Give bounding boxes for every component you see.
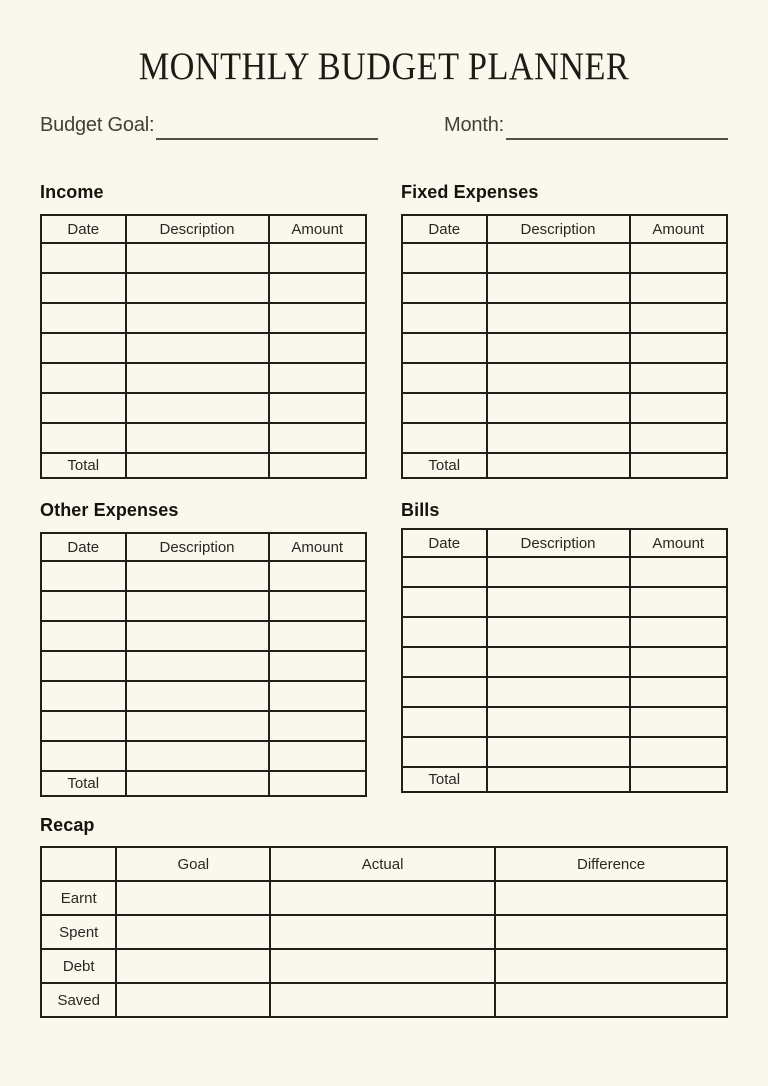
entry-cell — [630, 243, 728, 273]
section-fixed-expenses — [401, 182, 728, 479]
entry-cell — [487, 423, 630, 453]
entry-cell — [402, 393, 487, 423]
date-column-header: Date — [402, 215, 487, 243]
entry-cell — [402, 587, 487, 617]
recap-entry-cell — [270, 915, 495, 949]
entry-cell — [630, 677, 728, 707]
fixed-expenses-table — [401, 214, 728, 479]
entry-row — [402, 303, 727, 333]
header-row — [402, 529, 727, 557]
recap-entry-cell — [495, 983, 727, 1017]
entry-cell — [126, 591, 269, 621]
entry-cell — [630, 587, 728, 617]
amount-column-header: Amount — [269, 533, 367, 561]
entry-cell — [41, 681, 126, 711]
total-entry-cell — [630, 767, 728, 792]
entry-row — [41, 273, 366, 303]
recap-table — [40, 846, 728, 1018]
header-row — [41, 847, 727, 881]
entry-row — [402, 393, 727, 423]
entry-cell — [487, 647, 630, 677]
income-table — [40, 214, 367, 479]
total-entry-cell — [487, 767, 630, 792]
entry-cell — [402, 737, 487, 767]
recap-entry-cell — [495, 881, 727, 915]
date-column-header: Date — [41, 215, 126, 243]
entry-row — [402, 423, 727, 453]
entry-cell — [41, 243, 126, 273]
entry-row — [41, 333, 366, 363]
total-label-cell: Total — [41, 771, 126, 796]
entry-row — [41, 621, 366, 651]
entry-cell — [402, 557, 487, 587]
ledger-sections — [40, 182, 728, 797]
total-entry-cell — [269, 771, 367, 796]
entry-cell — [126, 711, 269, 741]
budget-goal-field — [40, 114, 378, 136]
entry-row — [41, 681, 366, 711]
entry-row — [41, 243, 366, 273]
recap-corner-cell — [41, 847, 116, 881]
entry-cell — [487, 333, 630, 363]
entry-cell — [402, 423, 487, 453]
entry-row — [41, 393, 366, 423]
entry-cell — [630, 423, 728, 453]
entry-cell — [269, 681, 367, 711]
description-column-header: Description — [126, 215, 269, 243]
entry-cell — [487, 557, 630, 587]
entry-row — [41, 711, 366, 741]
total-label-cell: Total — [41, 453, 126, 478]
amount-column-header: Amount — [269, 215, 367, 243]
entry-cell — [126, 303, 269, 333]
recap-entry-cell — [116, 915, 270, 949]
entry-cell — [269, 621, 367, 651]
entry-row — [41, 651, 366, 681]
recap-row-spent — [41, 915, 727, 949]
total-entry-cell — [269, 453, 367, 478]
entry-cell — [487, 707, 630, 737]
entry-cell — [269, 423, 367, 453]
header-row — [41, 215, 366, 243]
entry-cell — [41, 363, 126, 393]
entry-cell — [41, 621, 126, 651]
entry-cell — [269, 711, 367, 741]
recap-entry-cell — [495, 949, 727, 983]
header-fields — [40, 114, 728, 136]
entry-row — [41, 423, 366, 453]
entry-cell — [126, 363, 269, 393]
entry-cell — [41, 303, 126, 333]
entry-cell — [126, 423, 269, 453]
entry-cell — [41, 651, 126, 681]
recap-entry-cell — [270, 949, 495, 983]
month-label: Month: — [444, 114, 504, 136]
fixed-expenses-title: Fixed Expenses — [401, 182, 539, 202]
entry-cell — [402, 677, 487, 707]
entry-cell — [269, 741, 367, 771]
entry-cell — [630, 737, 728, 767]
recap-entry-cell — [270, 983, 495, 1017]
description-column-header: Description — [487, 215, 630, 243]
entry-cell — [402, 617, 487, 647]
entry-cell — [269, 393, 367, 423]
total-label-cell: Total — [402, 453, 487, 478]
entry-cell — [126, 243, 269, 273]
section-income — [40, 182, 367, 479]
entry-cell — [41, 711, 126, 741]
other-expenses-title: Other Expenses — [40, 500, 179, 520]
entry-cell — [402, 273, 487, 303]
header-row — [402, 215, 727, 243]
entry-row — [402, 617, 727, 647]
recap-row-saved — [41, 983, 727, 1017]
total-entry-cell — [487, 453, 630, 478]
entry-row — [41, 591, 366, 621]
entry-cell — [487, 587, 630, 617]
entry-row — [402, 587, 727, 617]
entry-row — [402, 647, 727, 677]
entry-cell — [269, 363, 367, 393]
description-column-header: Description — [126, 533, 269, 561]
bills-title: Bills — [401, 500, 440, 520]
entry-cell — [269, 561, 367, 591]
entry-row — [402, 333, 727, 363]
total-row — [402, 767, 727, 792]
entry-cell — [126, 273, 269, 303]
total-row — [41, 453, 366, 478]
budget-goal-line — [156, 138, 378, 140]
entry-cell — [269, 273, 367, 303]
entry-row — [41, 561, 366, 591]
entry-cell — [126, 561, 269, 591]
description-column-header: Description — [487, 529, 630, 557]
entry-row — [402, 363, 727, 393]
row-label-cell: Earnt — [41, 881, 116, 915]
entry-cell — [402, 303, 487, 333]
date-column-header: Date — [402, 529, 487, 557]
amount-column-header: Amount — [630, 215, 728, 243]
total-entry-cell — [126, 453, 269, 478]
recap-title: Recap — [40, 815, 95, 835]
entry-cell — [487, 677, 630, 707]
actual-column-header: Actual — [270, 847, 495, 881]
entry-cell — [126, 621, 269, 651]
entry-cell — [269, 651, 367, 681]
recap-entry-cell — [495, 915, 727, 949]
goal-column-header: Goal — [116, 847, 270, 881]
section-other-expenses — [40, 500, 367, 797]
entry-cell — [126, 333, 269, 363]
entry-cell — [126, 741, 269, 771]
entry-cell — [41, 561, 126, 591]
recap-row-earnt — [41, 881, 727, 915]
income-title: Income — [40, 182, 104, 202]
entry-cell — [487, 393, 630, 423]
entry-cell — [41, 333, 126, 363]
recap-section — [40, 815, 728, 1018]
other-expenses-table — [40, 532, 367, 797]
entry-cell — [402, 707, 487, 737]
month-line — [506, 138, 728, 140]
budget-goal-label: Budget Goal: — [40, 114, 155, 136]
row-label-cell: Saved — [41, 983, 116, 1017]
entry-cell — [41, 591, 126, 621]
page-title: MONTHLY BUDGET PLANNER — [138, 45, 630, 88]
entry-row — [402, 557, 727, 587]
entry-row — [402, 243, 727, 273]
amount-column-header: Amount — [630, 529, 728, 557]
entry-cell — [41, 741, 126, 771]
entry-cell — [487, 243, 630, 273]
total-entry-cell — [630, 453, 728, 478]
entry-cell — [269, 591, 367, 621]
recap-entry-cell — [116, 983, 270, 1017]
section-bills — [401, 500, 728, 797]
entry-cell — [487, 617, 630, 647]
entry-row — [402, 273, 727, 303]
entry-cell — [402, 243, 487, 273]
recap-row-debt — [41, 949, 727, 983]
total-row — [41, 771, 366, 796]
entry-cell — [402, 333, 487, 363]
total-row — [402, 453, 727, 478]
entry-cell — [630, 273, 728, 303]
row-label-cell: Spent — [41, 915, 116, 949]
entry-cell — [126, 393, 269, 423]
entry-row — [402, 737, 727, 767]
entry-cell — [269, 243, 367, 273]
entry-cell — [126, 681, 269, 711]
entry-cell — [402, 647, 487, 677]
header-row — [41, 533, 366, 561]
difference-column-header: Difference — [495, 847, 727, 881]
bills-table — [401, 528, 728, 793]
entry-cell — [126, 651, 269, 681]
entry-row — [41, 303, 366, 333]
entry-row — [41, 741, 366, 771]
entry-cell — [630, 333, 728, 363]
entry-cell — [487, 273, 630, 303]
total-entry-cell — [126, 771, 269, 796]
entry-cell — [487, 363, 630, 393]
entry-row — [41, 363, 366, 393]
entry-cell — [630, 617, 728, 647]
entry-cell — [630, 707, 728, 737]
entry-cell — [269, 303, 367, 333]
entry-cell — [630, 647, 728, 677]
recap-entry-cell — [116, 881, 270, 915]
entry-row — [402, 677, 727, 707]
entry-cell — [630, 303, 728, 333]
entry-cell — [487, 737, 630, 767]
recap-entry-cell — [270, 881, 495, 915]
entry-cell — [41, 273, 126, 303]
entry-row — [402, 707, 727, 737]
month-field — [444, 114, 728, 136]
recap-entry-cell — [116, 949, 270, 983]
entry-cell — [630, 557, 728, 587]
entry-cell — [41, 393, 126, 423]
entry-cell — [487, 303, 630, 333]
entry-cell — [630, 393, 728, 423]
date-column-header: Date — [41, 533, 126, 561]
entry-cell — [41, 423, 126, 453]
total-label-cell: Total — [402, 767, 487, 792]
entry-cell — [630, 363, 728, 393]
entry-cell — [402, 363, 487, 393]
entry-cell — [269, 333, 367, 363]
row-label-cell: Debt — [41, 949, 116, 983]
